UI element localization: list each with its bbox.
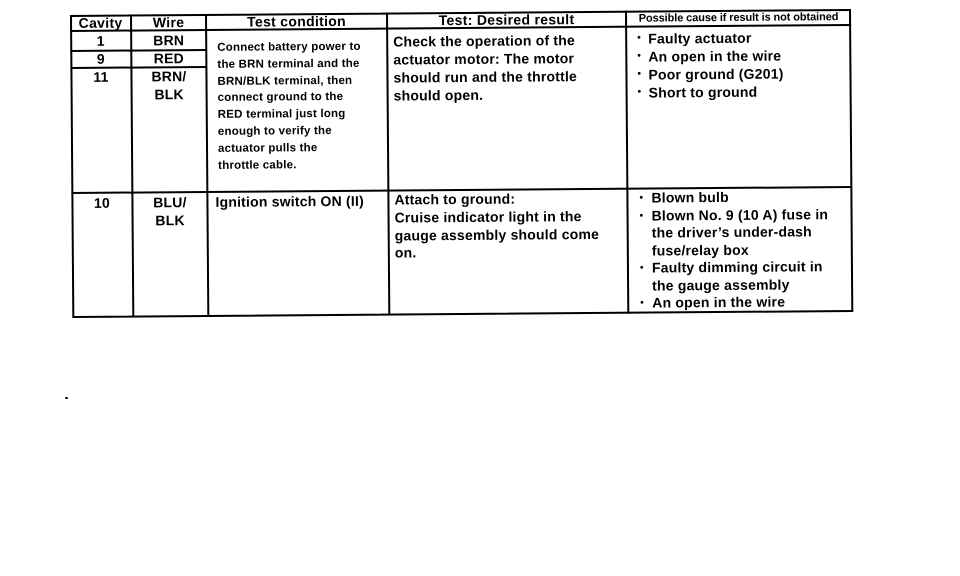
text-line: BRN/BLK terminal, then xyxy=(217,74,353,88)
text-line: fuse/relay box xyxy=(651,241,749,259)
cause-item xyxy=(652,293,829,312)
cavity-number: 11 xyxy=(93,68,109,85)
cause-item xyxy=(649,83,784,102)
text-line: RED terminal just long xyxy=(217,108,346,122)
wire-color xyxy=(131,67,206,104)
text-line: the driver’s under-dash xyxy=(651,223,812,241)
text-line: on. xyxy=(394,244,417,261)
wire-color xyxy=(131,32,206,50)
text-line: actuator motor: The motor xyxy=(393,50,575,68)
test-condition-text xyxy=(217,39,361,174)
text-line: • Faulty actuator xyxy=(648,29,752,47)
possible-causes-list xyxy=(648,29,784,102)
text-line: gauge assembly should come xyxy=(394,225,600,244)
text-line: the BRN terminal and the xyxy=(217,57,360,71)
wire-color-line: BLU/ xyxy=(153,194,187,211)
header-wire: Wire xyxy=(152,14,185,31)
text-line: • An open in the wire xyxy=(648,47,782,65)
cause-item xyxy=(648,65,783,84)
text-line: connect ground to the xyxy=(217,91,344,105)
text-line: Cruise indicator light in the xyxy=(394,207,582,226)
wire-color-line: BRN/ xyxy=(151,68,187,85)
desired-result-text xyxy=(394,190,599,263)
text-line: Connect battery power to xyxy=(217,40,361,54)
wire-color-line: BLK xyxy=(154,86,184,103)
cavity-number: 9 xyxy=(96,50,105,67)
text-line: actuator pulls the xyxy=(217,141,318,155)
test-condition-text xyxy=(215,192,364,211)
text-line: throttle cable. xyxy=(218,158,297,172)
wire-color-line: BLK xyxy=(155,212,185,229)
header-possible-cause: Possible cause if result is not obtained xyxy=(638,11,839,25)
text-line: • An open in the wire xyxy=(652,293,786,311)
possible-causes-list xyxy=(651,188,829,312)
scan-speck xyxy=(65,397,68,399)
wiring-test-table xyxy=(70,9,853,318)
cavity-number: 1 xyxy=(96,32,105,49)
text-line: • Blown bulb xyxy=(651,188,729,206)
wire-color xyxy=(131,50,206,68)
text-line: • Faulty dimming circuit in xyxy=(651,258,823,276)
wire-color-line: RED xyxy=(153,50,184,67)
header-desired-result: Test: Desired result xyxy=(438,11,575,29)
desired-result-text xyxy=(393,31,577,104)
wire-color-line: BRN xyxy=(153,32,185,49)
cause-item xyxy=(651,188,828,207)
cause-item xyxy=(648,29,783,48)
text-line: Check the operation of the xyxy=(393,32,576,50)
wire-color xyxy=(132,193,207,230)
cause-item xyxy=(651,206,828,260)
text-line: Attach to ground: xyxy=(394,190,516,208)
header-cavity: Cavity xyxy=(78,14,123,31)
text-line: should open. xyxy=(393,86,484,104)
cavity-number: 10 xyxy=(93,194,110,211)
text-line: the gauge assembly xyxy=(652,275,790,294)
text-line: • Blown No. 9 (10 A) fuse in xyxy=(651,205,829,224)
cause-item xyxy=(648,47,783,66)
text-line: should run and the throttle xyxy=(393,68,578,86)
text-line: enough to verify the xyxy=(217,124,332,138)
header-test-condition: Test condition xyxy=(247,12,347,30)
text-line: • Short to ground xyxy=(648,83,758,101)
text-line: Ignition switch ON (II) xyxy=(215,192,364,210)
cause-item xyxy=(652,258,829,294)
text-line: • Poor ground (G201) xyxy=(648,65,784,83)
